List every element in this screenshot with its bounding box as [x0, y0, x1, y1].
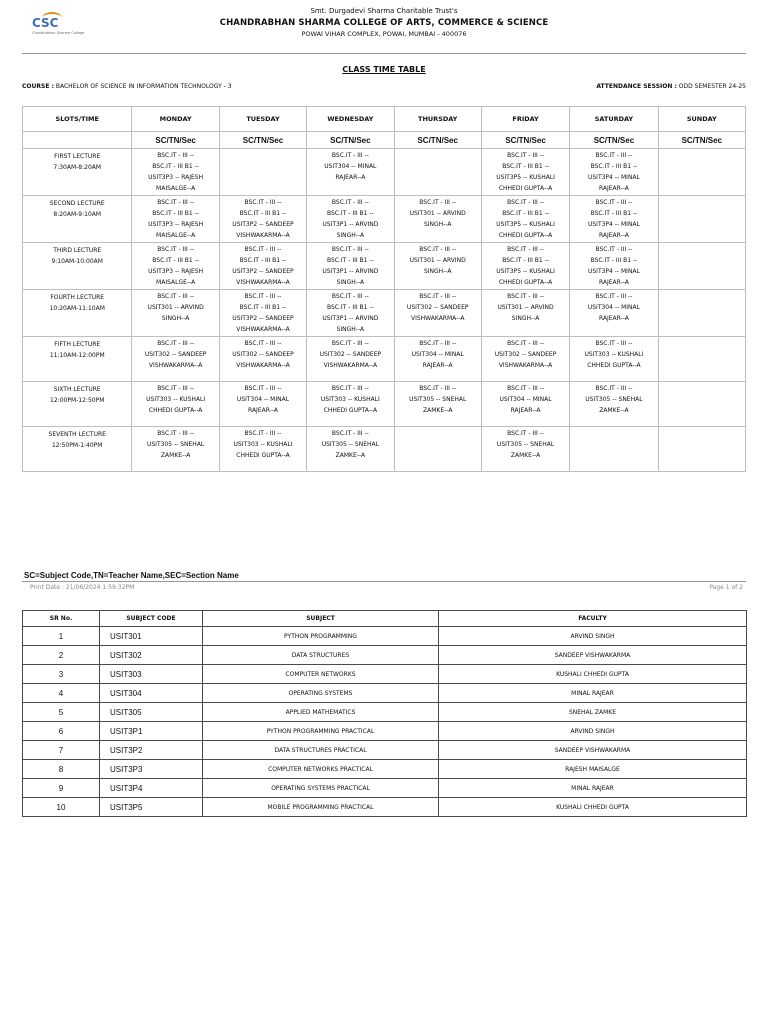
lecture-cell-line: USIT303 -- KUSHALI: [584, 351, 644, 358]
lecture-cell: [132, 243, 219, 290]
legend-divider: [22, 581, 746, 582]
lecture-cell: [658, 382, 745, 427]
lecture-cell-line: BSC.IT - III B1 --: [239, 210, 287, 217]
day-subheader: SC/TN/Sec: [307, 132, 394, 149]
lecture-cell-line: ZAMKE--A: [160, 452, 191, 459]
lecture-cell-line: BSC.IT - III --: [507, 340, 545, 347]
lecture-cell-line: BSC.IT - III --: [244, 293, 282, 300]
lecture-cell-line: BSC.IT - III B1 --: [502, 210, 549, 217]
lecture-cell-line: BSC.IT - III --: [331, 152, 369, 159]
lecture-cell-line: USIT3P2 -- SANDEEP: [232, 315, 294, 322]
lecture-cell: [219, 382, 306, 427]
lecture-cell: [394, 196, 481, 243]
session-label: ATTENDANCE SESSION :: [596, 83, 677, 90]
subject-row: [23, 684, 747, 703]
lecture-cell-line: USIT305 -- SNEHAL: [321, 441, 379, 448]
faculty-cell: ARVIND SINGH: [439, 722, 747, 741]
lecture-cell-line: USIT302 -- SANDEEP: [406, 304, 469, 311]
lecture-cell: [132, 149, 219, 196]
lecture-cell-line: VISHWAKARMA--A: [323, 362, 378, 369]
slot-cell: [23, 427, 132, 472]
day-header-wednesday: WEDNESDAY: [307, 107, 394, 132]
lecture-cell-line: ZAMKE--A: [599, 407, 629, 414]
lecture-cell-line: RAJEAR--A: [598, 232, 629, 239]
subject-row: [23, 665, 747, 684]
lecture-cell: [570, 290, 658, 337]
lecture-cell-line: USIT301 -- ARVIND: [409, 257, 466, 264]
lecture-cell-line: BSC.IT - III --: [595, 293, 633, 300]
lecture-cell-line: USIT3P4 -- MINAL: [587, 268, 640, 275]
course-value: BACHELOR OF SCIENCE IN INFORMATION TECHNOLOGY - 3: [55, 83, 232, 90]
college-address: POWAI VIHAR COMPLEX, POWAI, MUMBAI - 400076: [301, 30, 467, 38]
trust-name: Smt. Durgadevi Sharma Charitable Trust's: [310, 7, 458, 15]
lecture-cell: [132, 337, 219, 382]
lecture-cell-line: USIT3P4 -- MINAL: [587, 174, 640, 181]
lecture-cell-line: RAJEAR--A: [510, 407, 541, 414]
lecture-cell-line: USIT302 -- SANDEEP: [494, 351, 557, 358]
lecture-cell-line: BSC.IT - III --: [595, 152, 633, 159]
lecture-cell-line: BSC.IT - III B1 --: [590, 257, 638, 264]
lecture-cell-line: USIT303 -- KUSHALI: [320, 396, 380, 403]
slot-cell: [23, 196, 132, 243]
subject-code-cell: USIT3P3: [100, 760, 203, 779]
lecture-cell-line: USIT3P5 -- KUSHALI: [496, 221, 555, 228]
lecture-cell: [481, 337, 569, 382]
subject-name-cell: MOBILE PROGRAMMING PRACTICAL: [203, 798, 439, 817]
lecture-cell-line: BSC.IT - III --: [595, 199, 633, 206]
slot-time: 10:20AM-11:10AM: [49, 305, 105, 312]
lecture-cell-line: USIT3P4 -- MINAL: [587, 221, 640, 228]
lecture-cell: [481, 427, 569, 472]
lecture-cell: [658, 196, 745, 243]
lecture-cell-line: BSC.IT - III B1 --: [502, 163, 549, 170]
lecture-cell: [658, 337, 745, 382]
lecture-cell-line: BSC.IT - III B1 --: [239, 304, 287, 311]
subject-code-header: SUBJECT CODE: [100, 611, 203, 627]
lecture-cell-line: BSC.IT - III --: [244, 385, 282, 392]
lecture-cell-line: RAJEAR--A: [335, 174, 366, 181]
subject-code-cell: USIT3P2: [100, 741, 203, 760]
lecture-cell-line: BSC.IT - III --: [244, 199, 282, 206]
lecture-cell: [481, 149, 569, 196]
day-subheader: SC/TN/Sec: [481, 132, 569, 149]
subject-header-row: [23, 611, 747, 627]
lecture-cell-line: BSC.IT - III --: [331, 293, 369, 300]
lecture-cell-line: SINGH--A: [336, 326, 365, 333]
day-subheader: SC/TN/Sec: [219, 132, 306, 149]
logo-text: CSC: [32, 16, 59, 30]
lecture-cell-line: BSC.IT - III --: [157, 152, 195, 159]
lecture-cell-line: BSC.IT - III --: [507, 152, 545, 159]
lecture-cell: [219, 149, 306, 196]
subject-code-cell: USIT305: [100, 703, 203, 722]
lecture-cell-line: RAJEAR--A: [422, 362, 453, 369]
lecture-cell-line: ZAMKE--A: [510, 452, 541, 459]
lecture-cell-line: BSC.IT - III B1 --: [590, 163, 638, 170]
page-title-text: CLASS TIME TABLE: [342, 65, 426, 74]
day-subheader: SC/TN/Sec: [394, 132, 481, 149]
faculty-cell: KUSHALI CHHEDI GUPTA: [439, 798, 747, 817]
faculty-cell: MINAL RAJEAR: [439, 684, 747, 703]
lecture-cell: [219, 196, 306, 243]
lecture-cell-line: USIT3P5 -- KUSHALI: [496, 268, 555, 275]
lecture-cell: [394, 149, 481, 196]
college-name: CHANDRABHAN SHARMA COLLEGE OF ARTS, COMMERCE & SCIENCE: [219, 18, 549, 28]
subject-row: [23, 779, 747, 798]
lecture-cell-line: USIT3P3 -- RAJESH: [148, 174, 204, 181]
faculty-cell: MINAL RAJEAR: [439, 779, 747, 798]
lecture-cell-line: BSC.IT - III B1 --: [590, 210, 638, 217]
timetable-subheader-row: [23, 132, 746, 149]
lecture-cell-line: MAISALGE--A: [156, 279, 196, 286]
slot-name: SEVENTH LECTURE: [48, 431, 106, 438]
lecture-row: [23, 382, 746, 427]
lecture-cell-line: USIT302 -- SANDEEP: [319, 351, 382, 358]
lecture-cell-line: BSC.IT - III --: [244, 340, 282, 347]
lecture-cell-line: USIT3P2 -- SANDEEP: [232, 268, 294, 275]
lecture-cell: [219, 290, 306, 337]
subject-row: [23, 760, 747, 779]
lecture-cell: [132, 196, 219, 243]
slot-cell: [23, 337, 132, 382]
lecture-cell: [658, 149, 745, 196]
lecture-cell-line: CHHEDI GUPTA--A: [498, 279, 553, 286]
lecture-cell: [394, 382, 481, 427]
slot-time: 9:10AM-10:00AM: [51, 258, 103, 265]
course-info: [22, 83, 232, 90]
lecture-cell: [394, 290, 481, 337]
lecture-cell-line: BSC.IT - III --: [157, 430, 195, 437]
lecture-cell-line: BSC.IT - III --: [419, 340, 457, 347]
lecture-cell: [570, 337, 658, 382]
lecture-cell-line: BSC.IT - III --: [157, 340, 195, 347]
lecture-cell-line: USIT305 -- SNEHAL: [585, 396, 643, 403]
lecture-cell-line: USIT3P2 -- SANDEEP: [232, 221, 294, 228]
lecture-cell-line: BSC.IT - III --: [157, 293, 195, 300]
lecture-cell-line: USIT305 -- SNEHAL: [146, 441, 205, 448]
subject-code-cell: USIT3P5: [100, 798, 203, 817]
lecture-cell-line: BSC.IT - III --: [507, 246, 545, 253]
lecture-cell-line: USIT304 -- MINAL: [499, 396, 552, 403]
subject-row: [23, 627, 747, 646]
lecture-cell-line: RAJEAR--A: [598, 279, 629, 286]
subject-name-cell: PYTHON PROGRAMMING PRACTICAL: [203, 722, 439, 741]
lecture-cell-line: SINGH--A: [423, 221, 452, 228]
lecture-cell-line: RAJEAR--A: [598, 185, 629, 192]
lecture-cell-line: BSC.IT - III B1 --: [326, 210, 374, 217]
lecture-cell-line: BSC.IT - III --: [419, 385, 457, 392]
lecture-cell-line: CHHEDI GUPTA--A: [498, 185, 553, 192]
slot-time: 8:20AM-9:10AM: [53, 211, 102, 218]
lecture-cell-line: BSC.IT - III B1 --: [152, 163, 199, 170]
slot-header: SLOTS/TIME: [23, 107, 132, 132]
subject-name-cell: DATA STRUCTURES PRACTICAL: [203, 741, 439, 760]
faculty-cell: SANDEEP VISHWAKARMA: [439, 741, 747, 760]
day-subheader: SC/TN/Sec: [570, 132, 658, 149]
lecture-cell-line: BSC.IT - III B1 --: [152, 257, 199, 264]
lecture-cell: [307, 196, 394, 243]
sr-no-cell: 7: [23, 741, 100, 760]
day-header-tuesday: TUESDAY: [219, 107, 306, 132]
lecture-cell: [570, 427, 658, 472]
lecture-cell-line: CHHEDI GUPTA--A: [323, 407, 378, 414]
lecture-cell-line: CHHEDI GUPTA--A: [587, 362, 641, 369]
lecture-cell-line: VISHWAKARMA--A: [410, 315, 465, 322]
lecture-cell: [307, 382, 394, 427]
subject-code-cell: USIT302: [100, 646, 203, 665]
lecture-cell-line: USIT304 -- MINAL: [411, 351, 464, 358]
page-title: [0, 65, 768, 74]
lecture-cell-line: BSC.IT - III --: [331, 430, 369, 437]
slot-subheader-empty: [23, 132, 132, 149]
day-header-monday: MONDAY: [132, 107, 219, 132]
day-header-thursday: THURSDAY: [394, 107, 481, 132]
legend: SC=Subject Code,TN=Teacher Name,SEC=Section Name: [24, 571, 239, 580]
lecture-cell-line: USIT302 -- SANDEEP: [232, 351, 294, 358]
lecture-cell-line: USIT3P1 -- ARVIND: [322, 315, 379, 322]
lecture-cell-line: VISHWAKARMA--A: [498, 362, 553, 369]
lecture-cell-line: BSC.IT - III B1 --: [502, 257, 549, 264]
lecture-cell: [658, 290, 745, 337]
sr-no-cell: 6: [23, 722, 100, 741]
lecture-cell-line: USIT3P3 -- RAJESH: [148, 221, 204, 228]
lecture-row: [23, 290, 746, 337]
lecture-cell-line: BSC.IT - III --: [244, 246, 282, 253]
subject-code-cell: USIT303: [100, 665, 203, 684]
lecture-cell-line: BSC.IT - III --: [595, 340, 633, 347]
lecture-cell-line: MAISALGE--A: [156, 232, 196, 239]
lecture-cell: [307, 290, 394, 337]
lecture-cell: [307, 149, 394, 196]
faculty-cell: RAJESH MAISALGE: [439, 760, 747, 779]
subject-code-cell: USIT301: [100, 627, 203, 646]
faculty-cell: SANDEEP VISHWAKARMA: [439, 646, 747, 665]
lecture-row: [23, 243, 746, 290]
day-header-saturday: SATURDAY: [570, 107, 658, 132]
subject-header: SUBJECT: [203, 611, 439, 627]
lecture-cell-line: USIT304 -- MINAL: [236, 396, 290, 403]
lecture-cell: [132, 382, 219, 427]
lecture-cell-line: SINGH--A: [336, 232, 365, 239]
lecture-cell-line: BSC.IT - III --: [419, 199, 457, 206]
lecture-cell-line: BSC.IT - III B1 --: [152, 210, 199, 217]
lecture-cell: [219, 427, 306, 472]
lecture-cell-line: USIT303 -- KUSHALI: [233, 441, 293, 448]
session-info: [596, 83, 746, 90]
lecture-cell-line: BSC.IT - III --: [331, 340, 369, 347]
lecture-cell-line: VISHWAKARMA--A: [236, 279, 290, 286]
lecture-cell-line: CHHEDI GUPTA--A: [498, 232, 553, 239]
slot-name: THIRD LECTURE: [53, 247, 102, 254]
day-header-sunday: SUNDAY: [658, 107, 745, 132]
lecture-cell-line: BSC.IT - III --: [507, 199, 545, 206]
subject-code-cell: USIT3P1: [100, 722, 203, 741]
lecture-cell-line: VISHWAKARMA--A: [236, 232, 290, 239]
lecture-cell-line: BSC.IT - III B1 --: [326, 257, 374, 264]
lecture-cell: [570, 196, 658, 243]
sr-no-cell: 5: [23, 703, 100, 722]
lecture-cell: [394, 337, 481, 382]
lecture-cell: [570, 149, 658, 196]
subject-name-cell: APPLIED MATHEMATICS: [203, 703, 439, 722]
lecture-cell: [658, 243, 745, 290]
lecture-cell-line: USIT301 -- ARVIND: [147, 304, 204, 311]
sr-no-header: SR No.: [23, 611, 100, 627]
lecture-cell-line: SINGH--A: [336, 279, 365, 286]
slot-time: 7:30AM-8:20AM: [53, 164, 102, 171]
faculty-cell: KUSHALI CHHEDI GUPTA: [439, 665, 747, 684]
sr-no-cell: 8: [23, 760, 100, 779]
lecture-row: [23, 149, 746, 196]
subject-name-cell: PYTHON PROGRAMMING: [203, 627, 439, 646]
slot-cell: [23, 243, 132, 290]
lecture-cell-line: USIT3P5 -- KUSHALI: [496, 174, 555, 181]
lecture-cell: [658, 427, 745, 472]
lecture-cell: [132, 427, 219, 472]
subject-row: [23, 741, 747, 760]
lecture-row: [23, 427, 746, 472]
lecture-cell-line: BSC.IT - III --: [595, 385, 633, 392]
slot-name: FIRST LECTURE: [54, 153, 101, 160]
lecture-cell-line: USIT304 -- MINAL: [324, 163, 377, 170]
lecture-cell-line: BSC.IT - III B1 --: [239, 257, 287, 264]
slot-cell: [23, 149, 132, 196]
slot-name: SIXTH LECTURE: [53, 386, 101, 393]
lecture-cell-line: USIT305 -- SNEHAL: [496, 441, 555, 448]
lecture-cell-line: BSC.IT - III --: [244, 430, 282, 437]
timetable: [22, 106, 746, 472]
slot-name: SECOND LECTURE: [49, 200, 105, 207]
session-value: ODD SEMESTER 24-25: [678, 83, 746, 90]
sr-no-cell: 2: [23, 646, 100, 665]
lecture-cell-line: MAISALGE--A: [156, 185, 196, 192]
lecture-cell: [132, 290, 219, 337]
lecture-cell-line: BSC.IT - III --: [331, 199, 369, 206]
day-header-friday: FRIDAY: [481, 107, 569, 132]
lecture-cell: [481, 382, 569, 427]
lecture-cell-line: ZAMKE--A: [335, 452, 366, 459]
lecture-cell-line: VISHWAKARMA--A: [236, 326, 290, 333]
lecture-cell: [219, 337, 306, 382]
lecture-cell-line: BSC.IT - III --: [419, 293, 457, 300]
lecture-cell-line: ZAMKE--A: [423, 407, 453, 414]
lecture-cell-line: BSC.IT - III --: [419, 246, 457, 253]
lecture-cell-line: BSC.IT - III --: [507, 385, 545, 392]
lecture-cell-line: USIT3P3 -- RAJESH: [148, 268, 204, 275]
lecture-cell-line: SINGH--A: [423, 268, 452, 275]
lecture-cell-line: BSC.IT - III --: [331, 246, 369, 253]
lecture-cell: [481, 290, 569, 337]
lecture-cell-line: SINGH--A: [511, 315, 540, 322]
subject-name-cell: DATA STRUCTURES: [203, 646, 439, 665]
lecture-row: [23, 196, 746, 243]
faculty-header: FACULTY: [439, 611, 747, 627]
page-number: Page 1 of 2: [709, 584, 743, 591]
slot-name: FIFTH LECTURE: [54, 341, 101, 348]
sr-no-cell: 1: [23, 627, 100, 646]
course-label: COURSE :: [22, 83, 54, 90]
lecture-cell-line: USIT303 -- KUSHALI: [146, 396, 206, 403]
subject-row: [23, 798, 747, 817]
subject-name-cell: OPERATING SYSTEMS PRACTICAL: [203, 779, 439, 798]
subject-name-cell: OPERATING SYSTEMS: [203, 684, 439, 703]
subject-row: [23, 646, 747, 665]
lecture-cell-line: USIT3P1 -- ARVIND: [322, 268, 379, 275]
header-divider: [22, 53, 746, 54]
sr-no-cell: 4: [23, 684, 100, 703]
slot-name: FOURTH LECTURE: [50, 294, 105, 301]
lecture-cell: [394, 427, 481, 472]
lecture-cell: [307, 427, 394, 472]
lecture-cell-line: BSC.IT - III --: [157, 385, 195, 392]
lecture-cell-line: CHHEDI GUPTA--A: [236, 452, 290, 459]
lecture-cell-line: RAJEAR--A: [248, 407, 278, 414]
lecture-cell-line: USIT3P1 -- ARVIND: [322, 221, 379, 228]
lecture-cell-line: SINGH--A: [161, 315, 190, 322]
lecture-cell-line: BSC.IT - III --: [507, 430, 545, 437]
slot-cell: [23, 382, 132, 427]
day-subheader: SC/TN/Sec: [132, 132, 219, 149]
lecture-cell-line: BSC.IT - III --: [331, 385, 369, 392]
faculty-cell: ARVIND SINGH: [439, 627, 747, 646]
slot-time: 12:50PM-1:40PM: [51, 442, 103, 449]
print-date: Print Date : 21/06/2024 1:59:32PM: [30, 584, 135, 591]
subject-name-cell: COMPUTER NETWORKS: [203, 665, 439, 684]
lecture-cell-line: BSC.IT - III B1 --: [326, 304, 374, 311]
slot-time: 11:10AM-12:00PM: [49, 352, 105, 359]
day-subheader: SC/TN/Sec: [658, 132, 745, 149]
lecture-cell: [394, 243, 481, 290]
lecture-cell-line: USIT301 -- ARVIND: [497, 304, 554, 311]
sr-no-cell: 10: [23, 798, 100, 817]
faculty-cell: SNEHAL ZAMKE: [439, 703, 747, 722]
lecture-cell: [219, 243, 306, 290]
lecture-cell-line: USIT301 -- ARVIND: [409, 210, 466, 217]
subject-row: [23, 722, 747, 741]
lecture-cell-line: BSC.IT - III --: [507, 293, 545, 300]
lecture-cell-line: USIT304 -- MINAL: [587, 304, 640, 311]
lecture-cell-line: BSC.IT - III --: [157, 246, 195, 253]
sr-no-cell: 3: [23, 665, 100, 684]
lecture-cell: [570, 382, 658, 427]
lecture-row: [23, 337, 746, 382]
lecture-cell: [307, 243, 394, 290]
lecture-cell-line: VISHWAKARMA--A: [148, 362, 203, 369]
sr-no-cell: 9: [23, 779, 100, 798]
lecture-cell-line: VISHWAKARMA--A: [236, 362, 290, 369]
lecture-cell-line: BSC.IT - III --: [595, 246, 633, 253]
slot-cell: [23, 290, 132, 337]
timetable-header-row: [23, 107, 746, 132]
subject-code-cell: USIT3P4: [100, 779, 203, 798]
lecture-cell-line: RAJEAR--A: [598, 315, 629, 322]
subject-code-cell: USIT304: [100, 684, 203, 703]
lecture-cell-line: USIT302 -- SANDEEP: [144, 351, 207, 358]
lecture-cell-line: CHHEDI GUPTA--A: [148, 407, 203, 414]
lecture-cell: [570, 243, 658, 290]
lecture-cell-line: USIT305 -- SNEHAL: [409, 396, 467, 403]
logo-subtext: Chandrabhan Sharma College: [32, 31, 85, 35]
subject-name-cell: COMPUTER NETWORKS PRACTICAL: [203, 760, 439, 779]
lecture-cell: [481, 196, 569, 243]
subject-table: [22, 610, 747, 817]
subject-row: [23, 703, 747, 722]
lecture-cell-line: BSC.IT - III --: [157, 199, 195, 206]
slot-time: 12:00PM-12:50PM: [50, 397, 105, 404]
lecture-cell: [481, 243, 569, 290]
lecture-cell: [307, 337, 394, 382]
